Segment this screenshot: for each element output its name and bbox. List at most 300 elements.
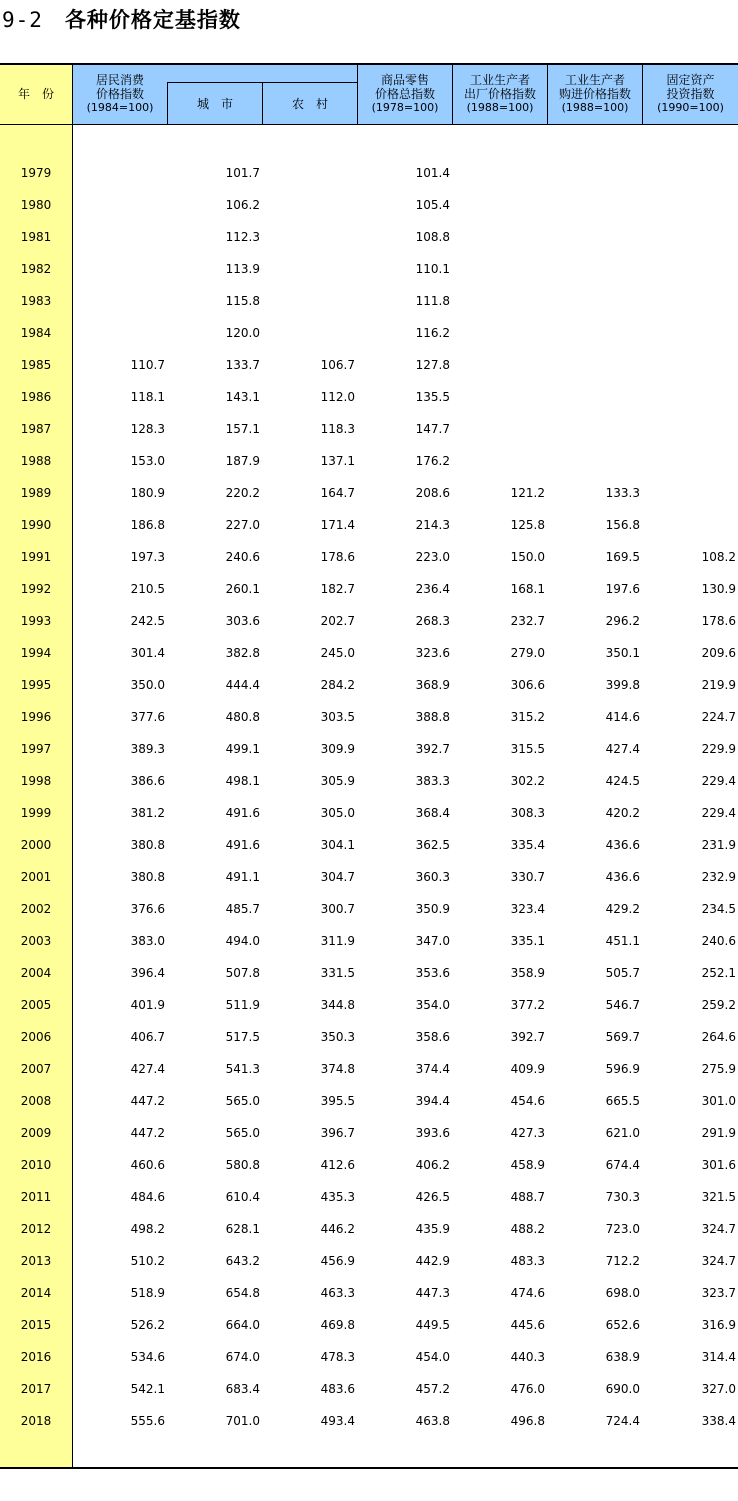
table-row	[0, 798, 738, 830]
cell-cpi: 350.0	[130, 678, 165, 692]
cell-ppi-in: 546.7	[605, 998, 640, 1012]
year-cell: 2018	[20, 1414, 52, 1428]
cell-urban: 101.7	[225, 166, 260, 180]
table-row	[0, 190, 738, 222]
cell-ppi-in: 596.9	[605, 1062, 640, 1076]
cell-urban: 517.5	[225, 1030, 260, 1044]
cell-rural: 182.7	[320, 582, 355, 596]
cell-ppi-in: 414.6	[605, 710, 640, 724]
cell-fai: 301.6	[701, 1158, 736, 1172]
cell-cpi: 386.6	[130, 774, 165, 788]
cell-ppi-in: 724.4	[605, 1414, 640, 1428]
cell-rural: 309.9	[320, 742, 355, 756]
cell-ppi-in: 505.7	[605, 966, 640, 980]
cell-retail: 176.2	[415, 454, 450, 468]
cell-urban: 507.8	[225, 966, 260, 980]
cell-ppi-out: 168.1	[510, 582, 545, 596]
cell-rural: 435.3	[320, 1190, 355, 1204]
year-cell: 1986	[20, 390, 52, 404]
cell-cpi: 389.3	[130, 742, 165, 756]
year-cell: 1991	[20, 550, 52, 564]
cell-ppi-out: 377.2	[510, 998, 545, 1012]
cell-ppi-out: 476.0	[510, 1382, 545, 1396]
cell-rural: 112.0	[320, 390, 355, 404]
cell-cpi: 383.0	[130, 934, 165, 948]
cell-fai: 108.2	[701, 550, 736, 564]
header-cpi-line1: 居民消费	[95, 73, 144, 87]
cell-retail: 236.4	[415, 582, 450, 596]
header-fai-line2: 投资指数	[666, 87, 715, 101]
cell-rural: 396.7	[320, 1126, 355, 1140]
cell-urban: 303.6	[225, 614, 260, 628]
cell-urban: 133.7	[225, 358, 260, 372]
cell-urban: 610.4	[225, 1190, 260, 1204]
cell-ppi-in: 638.9	[605, 1350, 640, 1364]
cell-urban: 115.8	[225, 294, 260, 308]
cell-retail: 457.2	[415, 1382, 450, 1396]
year-cell: 1985	[20, 358, 52, 372]
cell-ppi-out: 308.3	[510, 806, 545, 820]
cell-urban: 382.8	[225, 646, 260, 660]
cell-rural: 469.8	[320, 1318, 355, 1332]
year-cell: 2017	[20, 1382, 52, 1396]
cell-rural: 374.8	[320, 1062, 355, 1076]
cell-urban: 580.8	[225, 1158, 260, 1172]
cell-fai: 314.4	[701, 1350, 736, 1364]
cell-retail: 394.4	[415, 1094, 450, 1108]
cell-cpi: 401.9	[130, 998, 165, 1012]
header-fai	[643, 64, 738, 124]
table-row	[0, 574, 738, 606]
cell-rural: 311.9	[320, 934, 355, 948]
table-row	[0, 638, 738, 670]
cell-ppi-in: 712.2	[605, 1254, 640, 1268]
cell-ppi-out: 125.8	[510, 518, 545, 532]
cell-cpi: 180.9	[130, 486, 165, 500]
cell-cpi: 534.6	[130, 1350, 165, 1364]
year-cell: 2001	[20, 870, 52, 884]
cell-urban: 480.8	[225, 710, 260, 724]
year-cell: 1984	[20, 326, 52, 340]
cell-ppi-out: 150.0	[510, 550, 545, 564]
table-row	[0, 542, 738, 574]
cell-cpi: 498.2	[130, 1222, 165, 1236]
cell-rural: 456.9	[320, 1254, 355, 1268]
cell-ppi-out: 335.4	[510, 838, 545, 852]
cell-urban: 499.1	[225, 742, 260, 756]
cell-retail: 426.5	[415, 1190, 450, 1204]
cell-ppi-out: 496.8	[510, 1414, 545, 1428]
year-cell: 1992	[20, 582, 52, 596]
cell-rural: 303.5	[320, 710, 355, 724]
table-row	[0, 1374, 738, 1406]
cell-urban: 541.3	[225, 1062, 260, 1076]
cell-retail: 447.3	[415, 1286, 450, 1300]
cell-urban: 240.6	[225, 550, 260, 564]
cell-urban: 220.2	[225, 486, 260, 500]
cell-retail: 406.2	[415, 1158, 450, 1172]
cell-retail: 323.6	[415, 646, 450, 660]
table-row	[0, 318, 738, 350]
cell-retail: 442.9	[415, 1254, 450, 1268]
cell-ppi-in: 569.7	[605, 1030, 640, 1044]
cell-fai: 324.7	[701, 1222, 736, 1236]
cell-retail: 435.9	[415, 1222, 450, 1236]
table-row	[0, 1214, 738, 1246]
cell-urban: 664.0	[225, 1318, 260, 1332]
table-row	[0, 894, 738, 926]
cell-retail: 360.3	[415, 870, 450, 884]
year-cell: 2004	[20, 966, 52, 980]
cell-ppi-out: 474.6	[510, 1286, 545, 1300]
table-bottom-rule	[0, 1467, 738, 1469]
cell-fai: 130.9	[701, 582, 736, 596]
cell-fai: 234.5	[701, 902, 736, 916]
cell-rural: 446.2	[320, 1222, 355, 1236]
table-row	[0, 830, 738, 862]
cell-ppi-in: 156.8	[605, 518, 640, 532]
cell-fai: 321.5	[701, 1190, 736, 1204]
table-row	[0, 446, 738, 478]
cell-ppi-out: 335.1	[510, 934, 545, 948]
cell-ppi-in: 723.0	[605, 1222, 640, 1236]
cell-cpi: 510.2	[130, 1254, 165, 1268]
cell-ppi-out: 315.2	[510, 710, 545, 724]
year-cell: 2010	[20, 1158, 52, 1172]
cell-cpi: 381.2	[130, 806, 165, 820]
cell-rural: 305.0	[320, 806, 355, 820]
cell-rural: 202.7	[320, 614, 355, 628]
cell-rural: 171.4	[320, 518, 355, 532]
cell-urban: 485.7	[225, 902, 260, 916]
cell-fai: 301.0	[701, 1094, 736, 1108]
year-cell: 2007	[20, 1062, 52, 1076]
table-row	[0, 990, 738, 1022]
table-row	[0, 414, 738, 446]
year-cell: 1979	[20, 166, 52, 180]
year-cell: 2013	[20, 1254, 52, 1268]
cell-ppi-out: 483.3	[510, 1254, 545, 1268]
cell-ppi-in: 169.5	[605, 550, 640, 564]
cell-fai: 229.4	[701, 806, 736, 820]
cell-fai: 240.6	[701, 934, 736, 948]
table-row	[0, 222, 738, 254]
cell-ppi-out: 358.9	[510, 966, 545, 980]
cell-ppi-in: 429.2	[605, 902, 640, 916]
cell-rural: 463.3	[320, 1286, 355, 1300]
table-body	[0, 158, 738, 1438]
cell-retail: 393.6	[415, 1126, 450, 1140]
table-row	[0, 478, 738, 510]
year-cell: 2012	[20, 1222, 52, 1236]
cell-cpi: 380.8	[130, 870, 165, 884]
cell-ppi-out: 315.5	[510, 742, 545, 756]
year-cell: 1990	[20, 518, 52, 532]
cell-ppi-in: 197.6	[605, 582, 640, 596]
cell-cpi: 186.8	[130, 518, 165, 532]
cell-cpi: 301.4	[130, 646, 165, 660]
table-row	[0, 734, 738, 766]
header-ppi-out	[453, 64, 547, 124]
cell-ppi-in: 133.3	[605, 486, 640, 500]
table-row	[0, 510, 738, 542]
table-title	[2, 4, 241, 34]
cell-ppi-in: 621.0	[605, 1126, 640, 1140]
cell-cpi: 377.6	[130, 710, 165, 724]
cell-ppi-in: 420.2	[605, 806, 640, 820]
header-ppi-in-line2: 购进价格指数	[558, 87, 631, 101]
cell-fai: 224.7	[701, 710, 736, 724]
cell-retail: 383.3	[415, 774, 450, 788]
cell-retail: 268.3	[415, 614, 450, 628]
header-rural-label: 农 村	[291, 96, 328, 111]
cell-ppi-in: 698.0	[605, 1286, 640, 1300]
cell-ppi-out: 323.4	[510, 902, 545, 916]
cell-retail: 135.5	[415, 390, 450, 404]
cell-rural: 331.5	[320, 966, 355, 980]
cell-ppi-out: 392.7	[510, 1030, 545, 1044]
cell-cpi: 242.5	[130, 614, 165, 628]
cell-retail: 350.9	[415, 902, 450, 916]
cell-cpi: 210.5	[130, 582, 165, 596]
year-cell: 1989	[20, 486, 52, 500]
table-row	[0, 382, 738, 414]
table-row	[0, 1150, 738, 1182]
cell-urban: 674.0	[225, 1350, 260, 1364]
cell-retail: 108.8	[415, 230, 450, 244]
cell-retail: 223.0	[415, 550, 450, 564]
cell-rural: 344.8	[320, 998, 355, 1012]
cell-ppi-in: 296.2	[605, 614, 640, 628]
header-cpi	[73, 64, 167, 124]
header-cpi-base: (1984=100)	[86, 101, 154, 114]
cell-retail: 358.6	[415, 1030, 450, 1044]
cell-retail: 111.8	[415, 294, 450, 308]
cell-urban: 444.4	[225, 678, 260, 692]
cell-retail: 374.4	[415, 1062, 450, 1076]
cell-urban: 628.1	[225, 1222, 260, 1236]
year-cell: 2006	[20, 1030, 52, 1044]
cell-retail: 362.5	[415, 838, 450, 852]
cell-fai: 229.9	[701, 742, 736, 756]
header-retail-line2: 价格总指数	[374, 87, 435, 101]
cell-urban: 511.9	[225, 998, 260, 1012]
cell-retail: 116.2	[415, 326, 450, 340]
table-row	[0, 1310, 738, 1342]
year-cell: 1996	[20, 710, 52, 724]
header-urban	[168, 83, 262, 124]
header-ppi-in-base: (1988=100)	[561, 101, 629, 114]
year-cell: 2009	[20, 1126, 52, 1140]
cell-urban: 491.6	[225, 838, 260, 852]
cell-urban: 260.1	[225, 582, 260, 596]
cell-retail: 354.0	[415, 998, 450, 1012]
cell-rural: 118.3	[320, 422, 355, 436]
cell-ppi-out: 306.6	[510, 678, 545, 692]
year-cell: 2008	[20, 1094, 52, 1108]
cell-retail: 353.6	[415, 966, 450, 980]
year-cell: 1982	[20, 262, 52, 276]
table-row	[0, 1118, 738, 1150]
cell-cpi: 380.8	[130, 838, 165, 852]
cell-rural: 164.7	[320, 486, 355, 500]
cell-urban: 113.9	[225, 262, 260, 276]
table-row	[0, 1054, 738, 1086]
cell-retail: 147.7	[415, 422, 450, 436]
header-year-label: 年 份	[17, 87, 54, 101]
cell-cpi: 110.7	[130, 358, 165, 372]
cell-ppi-out: 232.7	[510, 614, 545, 628]
table-row	[0, 1246, 738, 1278]
cell-urban: 120.0	[225, 326, 260, 340]
cell-ppi-out: 454.6	[510, 1094, 545, 1108]
cell-retail: 105.4	[415, 198, 450, 212]
header-fai-base: (1990=100)	[657, 101, 724, 114]
table-row	[0, 286, 738, 318]
cell-rural: 395.5	[320, 1094, 355, 1108]
cell-rural: 300.7	[320, 902, 355, 916]
cell-fai: 231.9	[701, 838, 736, 852]
year-cell: 1981	[20, 230, 52, 244]
year-cell: 1998	[20, 774, 52, 788]
cell-retail: 368.4	[415, 806, 450, 820]
cell-fai: 323.7	[701, 1286, 736, 1300]
cell-ppi-out: 458.9	[510, 1158, 545, 1172]
cell-ppi-out: 427.3	[510, 1126, 545, 1140]
cell-rural: 412.6	[320, 1158, 355, 1172]
cell-ppi-in: 436.6	[605, 870, 640, 884]
cell-retail: 454.0	[415, 1350, 450, 1364]
year-cell: 2016	[20, 1350, 52, 1364]
header-ppi-out-line1: 工业生产者	[469, 73, 530, 87]
cell-fai: 232.9	[701, 870, 736, 884]
cell-ppi-out: 488.7	[510, 1190, 545, 1204]
cell-retail: 127.8	[415, 358, 450, 372]
cell-urban: 106.2	[225, 198, 260, 212]
cell-ppi-out: 440.3	[510, 1350, 545, 1364]
cell-fai: 259.2	[701, 998, 736, 1012]
cell-fai: 178.6	[701, 614, 736, 628]
header-retail	[358, 64, 452, 124]
table-row	[0, 158, 738, 190]
cell-rural: 350.3	[320, 1030, 355, 1044]
header-rural	[263, 83, 357, 124]
cell-fai: 209.6	[701, 646, 736, 660]
cell-urban: 491.1	[225, 870, 260, 884]
cell-ppi-out: 445.6	[510, 1318, 545, 1332]
cell-cpi: 518.9	[130, 1286, 165, 1300]
table-row	[0, 862, 738, 894]
cell-ppi-out: 488.2	[510, 1222, 545, 1236]
cell-rural: 478.3	[320, 1350, 355, 1364]
cell-cpi: 118.1	[130, 390, 165, 404]
cell-fai: 219.9	[701, 678, 736, 692]
header-year	[0, 64, 72, 124]
cell-retail: 110.1	[415, 262, 450, 276]
cell-retail: 449.5	[415, 1318, 450, 1332]
year-cell: 2003	[20, 934, 52, 948]
cell-urban: 187.9	[225, 454, 260, 468]
cell-cpi: 197.3	[130, 550, 165, 564]
table-row	[0, 1406, 738, 1438]
cell-urban: 683.4	[225, 1382, 260, 1396]
cell-rural: 106.7	[320, 358, 355, 372]
cell-cpi: 447.2	[130, 1094, 165, 1108]
cell-ppi-in: 451.1	[605, 934, 640, 948]
cell-retail: 392.7	[415, 742, 450, 756]
table-row	[0, 702, 738, 734]
cell-cpi: 447.2	[130, 1126, 165, 1140]
cell-ppi-in: 424.5	[605, 774, 640, 788]
header-urban-label: 城 市	[196, 96, 233, 111]
table-row	[0, 1086, 738, 1118]
cell-rural: 304.7	[320, 870, 355, 884]
cell-rural: 178.6	[320, 550, 355, 564]
cell-retail: 214.3	[415, 518, 450, 532]
table-row	[0, 958, 738, 990]
cell-rural: 137.1	[320, 454, 355, 468]
cell-ppi-in: 690.0	[605, 1382, 640, 1396]
header-ppi-in-line1: 工业生产者	[564, 73, 625, 87]
cell-urban: 498.1	[225, 774, 260, 788]
header-cpi-line2: 价格指数	[95, 87, 144, 101]
cell-fai: 316.9	[701, 1318, 736, 1332]
year-cell: 1987	[20, 422, 52, 436]
cell-cpi: 153.0	[130, 454, 165, 468]
cell-urban: 227.0	[225, 518, 260, 532]
year-cell: 1983	[20, 294, 52, 308]
year-cell: 2011	[20, 1190, 52, 1204]
cell-urban: 654.8	[225, 1286, 260, 1300]
table-row	[0, 1022, 738, 1054]
cell-ppi-out: 302.2	[510, 774, 545, 788]
table-row	[0, 1182, 738, 1214]
cell-ppi-in: 652.6	[605, 1318, 640, 1332]
header-bottom-rule	[0, 124, 738, 125]
cell-retail: 347.0	[415, 934, 450, 948]
cell-ppi-out: 121.2	[510, 486, 545, 500]
year-cell: 2000	[20, 838, 52, 852]
cell-fai: 275.9	[701, 1062, 736, 1076]
cell-urban: 643.2	[225, 1254, 260, 1268]
cell-ppi-in: 665.5	[605, 1094, 640, 1108]
cell-fai: 327.0	[701, 1382, 736, 1396]
cell-rural: 304.1	[320, 838, 355, 852]
table-row	[0, 926, 738, 958]
cell-retail: 463.8	[415, 1414, 450, 1428]
cell-urban: 157.1	[225, 422, 260, 436]
year-cell: 2015	[20, 1318, 52, 1332]
cell-fai: 252.1	[701, 966, 736, 980]
table-number: 9-2	[2, 8, 43, 32]
cell-cpi: 406.7	[130, 1030, 165, 1044]
year-cell: 2014	[20, 1286, 52, 1300]
year-cell: 2002	[20, 902, 52, 916]
header-retail-base: (1978=100)	[371, 101, 439, 114]
cell-cpi: 396.4	[130, 966, 165, 980]
cell-cpi: 542.1	[130, 1382, 165, 1396]
header-fai-line1: 固定资产	[666, 73, 715, 87]
cell-cpi: 555.6	[130, 1414, 165, 1428]
cell-urban: 565.0	[225, 1094, 260, 1108]
year-cell: 2005	[20, 998, 52, 1012]
table-row	[0, 606, 738, 638]
cell-urban: 143.1	[225, 390, 260, 404]
cell-ppi-in: 350.1	[605, 646, 640, 660]
year-cell: 1999	[20, 806, 52, 820]
cell-retail: 388.8	[415, 710, 450, 724]
cell-fai: 338.4	[701, 1414, 736, 1428]
